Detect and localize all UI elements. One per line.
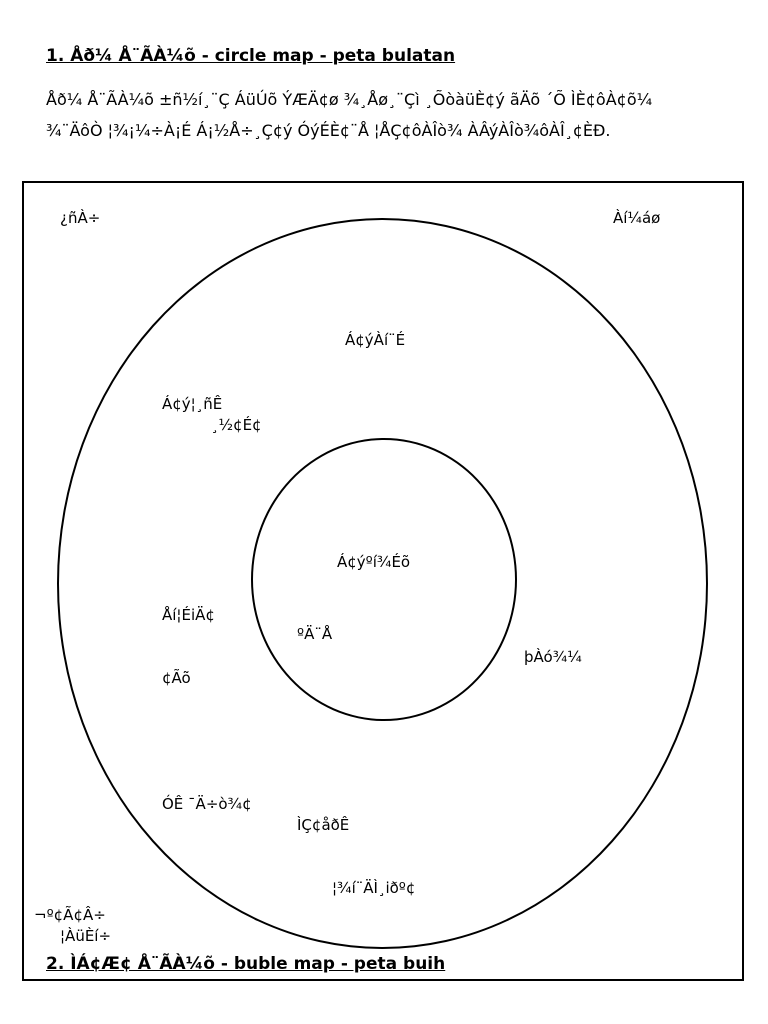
- inner-word: ºÄ¨Å: [297, 625, 333, 643]
- frame-label-top-right: Àí¼áø: [613, 209, 661, 227]
- frame-label-bottom-left-line-2: ¦ÀüÈí÷: [60, 927, 112, 945]
- outer-word: Á¢ýÀí¨É: [345, 331, 406, 349]
- outer-word: ¸½¢É¢: [211, 416, 262, 434]
- outer-word: ¦¾í¨ÄÌ¸iðº¢: [332, 879, 416, 897]
- outer-word: Åí¦ÉiÄ¢: [162, 606, 215, 624]
- frame-label-top-left: ¿ñÀ÷: [60, 209, 101, 227]
- outer-word: ÓÊ ¯Ä÷ò¾¢: [162, 795, 252, 813]
- outer-word: ¢Ãõ: [162, 669, 191, 687]
- section-2-heading: 2. ÌÁ¢Æ¢ Å¨ÃÀ¼õ - buble map - peta buih: [46, 954, 446, 974]
- section-1-heading: 1. Åð¼ Å¨ÃÀ¼õ - circle map - peta bulatan: [46, 46, 456, 66]
- section-1-paragraph-line-2: ¾¨ÄôÒ ¦¾¡¼÷À¡É Á¡½Å÷¸Ç¢ý ÓýÉÈ¢¨Å ¦ÅÇ¢ôÀÎò¾ ÀÂýÀÎò¾ôÀÎ¸¢ÈÐ.: [46, 121, 611, 140]
- circle-map-inner-circle: [251, 438, 517, 721]
- outer-word: Á¢ý¦¸ñÊ: [162, 395, 223, 413]
- outer-word: ÌÇ¢åðÊ: [297, 816, 350, 834]
- section-1-paragraph-line-1: Åð¼ Å¨ÃÀ¼õ ±ñ½í¸¨Ç ÁüÚõ ÝÆÄ¢ø ¾¸Åø¸¨Çì ¸ÕòàüÈ¢ý ãÄõ ´Õ ÌÈ¢ôÀ¢õ¼: [46, 90, 653, 109]
- center-topic: Á¢ýºí¾Éõ: [337, 553, 411, 571]
- outer-word: þÀó¾¼: [524, 648, 582, 666]
- frame-label-bottom-left-line-1: ¬º¢Ã¢Â÷: [34, 906, 106, 924]
